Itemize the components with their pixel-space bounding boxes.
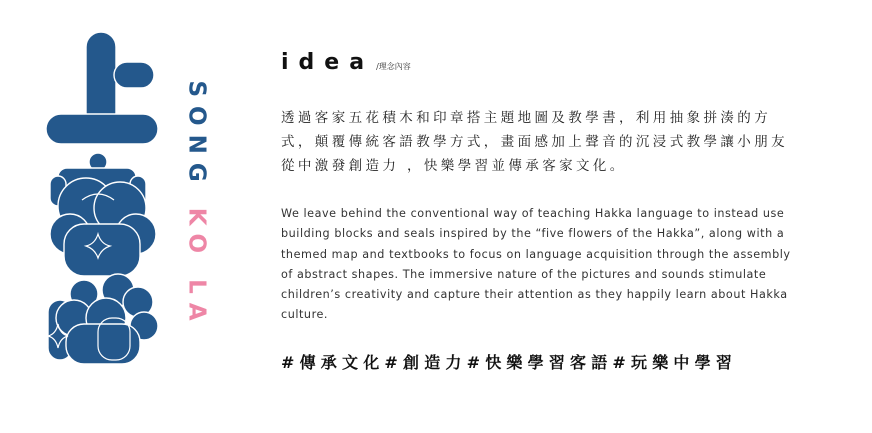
title-word-1: SONG — [184, 80, 210, 191]
title-word-3: LA — [184, 279, 210, 330]
vertical-title — [184, 36, 210, 374]
hashtags: #傳承文化#創造力#快樂學習客語#玩樂中學習 — [281, 353, 738, 372]
chinese-paragraph: 透過客家五花積木和印章搭主題地圖及教學書，利用抽象拼湊的方式，顛覆傳統客語教學方式，畫面感加上聲音的沉浸式教學讓小朋友從中激發創造力 ，快樂學習並傳承客家文化。 — [281, 110, 788, 174]
heading-title: idea — [281, 50, 375, 75]
song-ko-la-logo — [44, 28, 162, 368]
english-paragraph: We leave behind the conventional way of teaching Hakka language to instead use building blocks and seals inspired by the “five flowers of the Hakka”, along with a themed map and textbooks to focus on language acquisition through the assembly of abstract shapes. The immersive nature of the pictures and sounds stimulate children’s creativity and capture their attention as they happily learn about Hakka culture. — [281, 207, 791, 322]
heading — [281, 50, 411, 75]
title-word-2: KO — [184, 207, 210, 263]
heading-subtitle: /理念內容 — [376, 62, 411, 71]
